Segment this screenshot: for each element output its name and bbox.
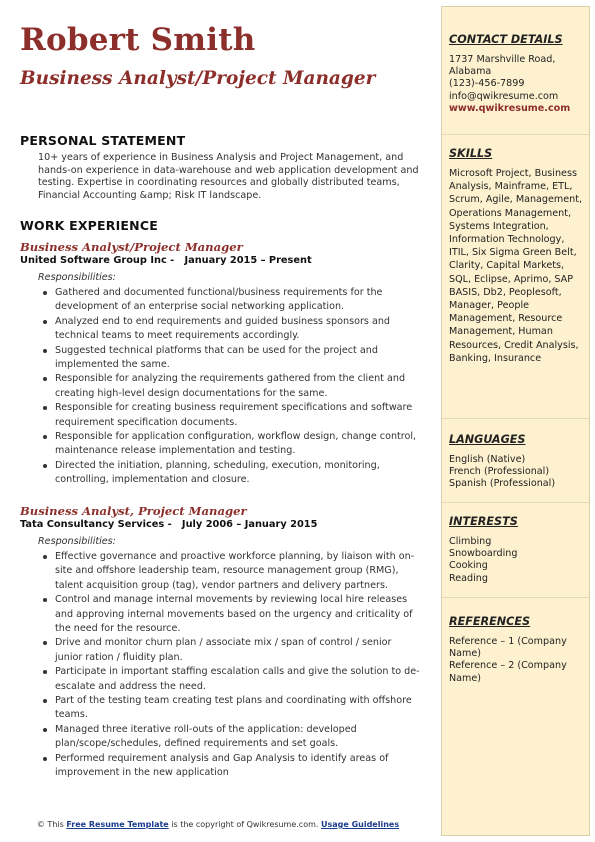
work-experience-heading: WORK EXPERIENCE bbox=[20, 218, 158, 233]
candidate-title: Business Analyst/Project Manager bbox=[20, 68, 376, 89]
interest-item: Cooking bbox=[449, 560, 488, 572]
divider bbox=[442, 502, 589, 503]
language-item: Spanish (Professional) bbox=[449, 478, 556, 490]
references-heading: REFERENCES bbox=[449, 615, 531, 628]
list-item: Responsible for application configuration, workflow design, change control, maintenance release implementation and testing. bbox=[55, 430, 420, 459]
email-address[interactable]: info@qwikresume.com bbox=[449, 90, 559, 102]
sidebar bbox=[441, 6, 590, 836]
responsibilities-label: Responsibilities: bbox=[38, 272, 116, 283]
divider bbox=[442, 418, 589, 419]
list-item: Analyzed end to end requirements and guided business sponsors and technical teams to meet requirements accordingly. bbox=[55, 315, 420, 344]
skills-heading: SKILLS bbox=[449, 147, 493, 160]
language-item: French (Professional) bbox=[449, 466, 550, 478]
languages-heading: LANGUAGES bbox=[449, 433, 526, 446]
responsibilities-list bbox=[55, 286, 420, 488]
free-resume-template-link[interactable]: Free Resume Template bbox=[66, 820, 169, 829]
job-title: Business Analyst/Project Manager bbox=[20, 240, 243, 254]
list-item: Directed the initiation, planning, scheduling, execution, monitoring, controlling, implementation and closure. bbox=[55, 459, 420, 488]
footer bbox=[0, 820, 436, 829]
contact-heading: CONTACT DETAILS bbox=[449, 33, 563, 46]
list-item: Managed three iterative roll-outs of the application: developed plan/scope/schedules, defined requirements and set goals. bbox=[55, 723, 420, 752]
list-item: Gathered and documented functional/business requirements for the development of an enterprise social networking application. bbox=[55, 286, 420, 315]
interest-item: Reading bbox=[449, 572, 488, 584]
job-company: Tata Consultancy Services - July 2006 – January 2015 bbox=[20, 519, 318, 530]
language-item: English (Native) bbox=[449, 454, 526, 465]
address-line: Alabama bbox=[449, 66, 492, 78]
languages-list bbox=[449, 454, 587, 491]
address-line: 1737 Marshville Road, bbox=[449, 54, 556, 65]
interest-item: Snowboarding bbox=[449, 548, 518, 560]
job-company: United Software Group Inc - January 2015 – Present bbox=[20, 255, 312, 266]
divider bbox=[442, 134, 589, 135]
interest-item: Climbing bbox=[449, 536, 492, 547]
list-item: Responsible for analyzing the requirements gathered from the client and creating high-level design documentations for the same. bbox=[55, 372, 420, 401]
footer-middle: is the copyright of Qwikresume.com. bbox=[168, 820, 321, 829]
responsibilities-list bbox=[55, 550, 420, 781]
list-item: Control and manage internal movements by reviewing local hire releases and approving internal movements based on the urgency and criticality of the need for the resource. bbox=[55, 593, 420, 636]
phone-number: (123)-456-7899 bbox=[449, 78, 525, 90]
contact-details bbox=[449, 54, 587, 115]
footer-prefix: © This bbox=[36, 820, 67, 829]
reference-item: Reference – 2 (Company Name) bbox=[449, 660, 567, 684]
list-item: Performed requirement analysis and Gap Analysis to identify areas of improvement in the new application bbox=[55, 752, 420, 781]
candidate-name: Robert Smith bbox=[20, 22, 256, 58]
list-item: Effective governance and proactive workforce planning, by liaison with on-site and offshore leadership team, resource management group (RMG), talent acquisition group (tag), vendor partners and delivery partners. bbox=[55, 550, 420, 593]
reference-item: Reference – 1 (Company Name) bbox=[449, 636, 567, 660]
website-link[interactable]: www.qwikresume.com bbox=[449, 102, 571, 114]
list-item: Responsible for creating business requirement specifications and software requirement specification documents. bbox=[55, 401, 420, 430]
list-item: Suggested technical platforms that can be used for the project and implemented the same. bbox=[55, 344, 420, 373]
interests-heading: INTERESTS bbox=[449, 515, 518, 528]
interests-list bbox=[449, 536, 587, 585]
responsibilities-label: Responsibilities: bbox=[38, 536, 116, 547]
personal-statement-text: 10+ years of experience in Business Analysis and Project Management, and hands-on experience in data-warehouse and web application development and testing. Expertise in coordinating resources and globally distributed teams, Financial Accounting &amp; Risk IT landscape. bbox=[38, 152, 419, 201]
usage-guidelines-link[interactable]: Usage Guidelines bbox=[320, 820, 400, 829]
list-item: Part of the testing team creating test plans and coordinating with offshore teams. bbox=[55, 694, 420, 723]
references-list bbox=[449, 636, 587, 685]
list-item: Participate in important staffing escalation calls and give the solution to de-escalate and address the need. bbox=[55, 665, 420, 694]
personal-statement-heading: PERSONAL STATEMENT bbox=[20, 133, 186, 148]
divider bbox=[442, 597, 589, 598]
list-item: Drive and monitor churn plan / associate mix / span of control / senior junior ration / fluidity plan. bbox=[55, 636, 420, 665]
job-title: Business Analyst, Project Manager bbox=[20, 504, 247, 518]
skills-text: Microsoft Project, Business Analysis, Mainframe, ETL, Scrum, Agile, Management, Operations Management, Systems Integration, Information Technology, ITIL, Six Sigma Green Belt, Clarity, Capital Markets, SQL, Eclipse, Aprimo, SAP BASIS, Db2, Peoplesoft, Manager, People Management, Resource Management, Human Resources, Credit Analysis, Banking, Insurance bbox=[449, 168, 583, 364]
